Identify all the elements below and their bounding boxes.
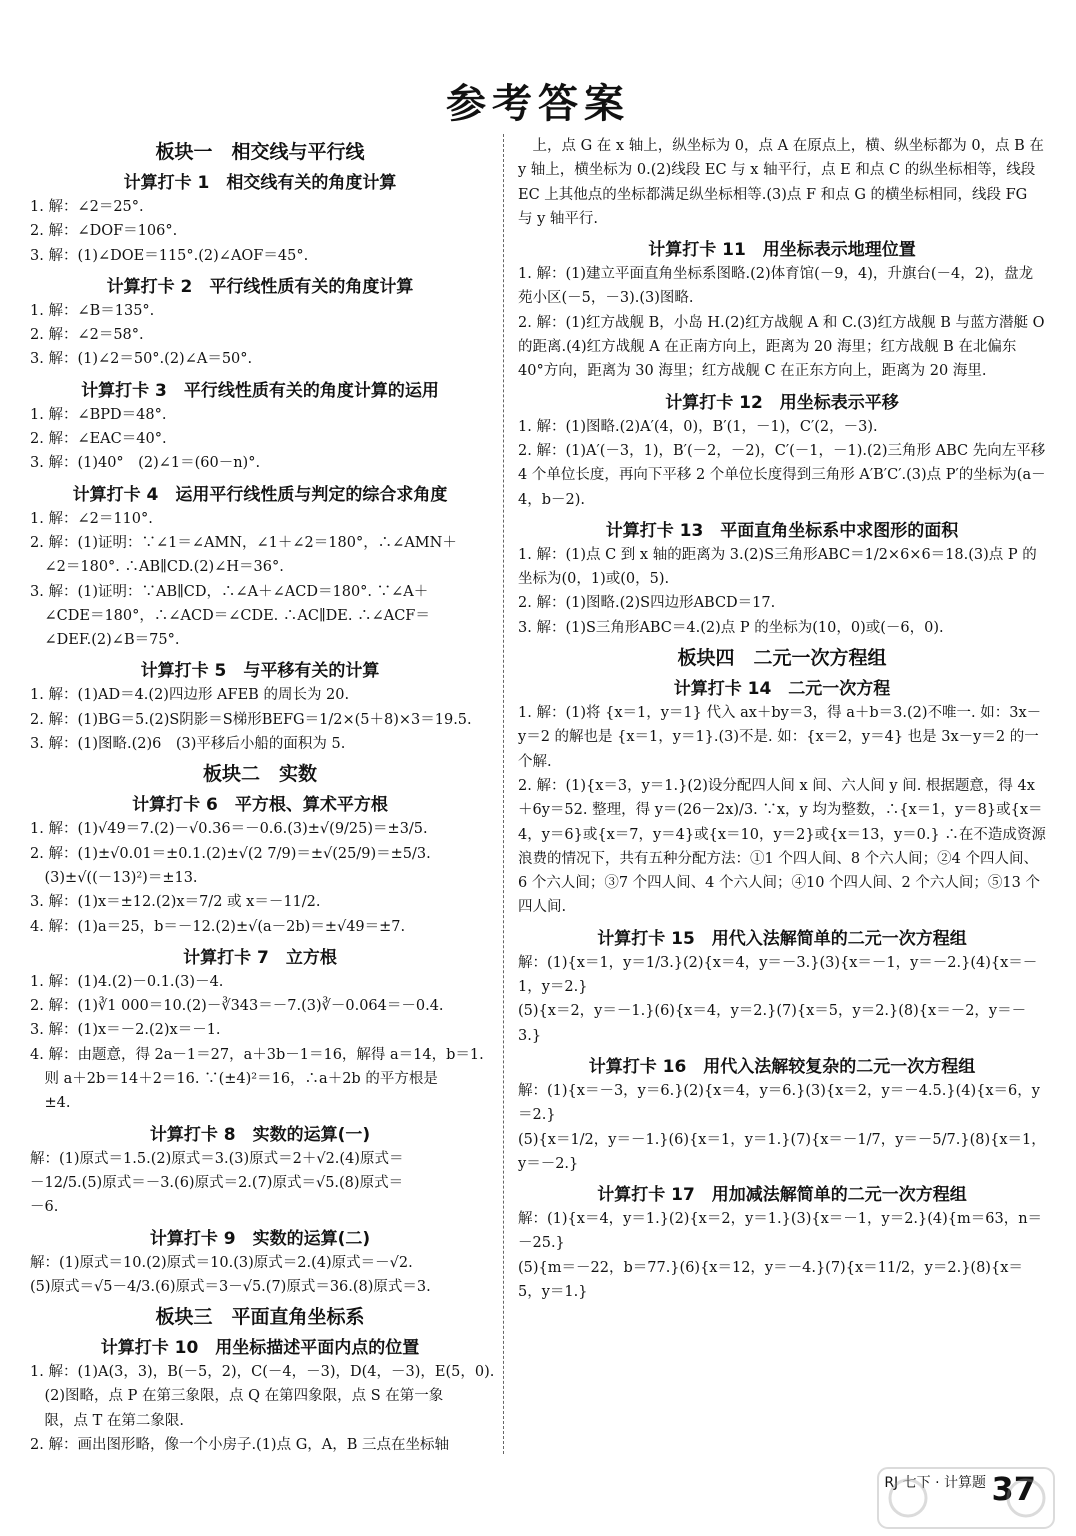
answer-line: (5)原式＝√5－4/3.(6)原式＝3－√5.(7)原式＝36.(8)原式＝3. bbox=[30, 1278, 431, 1295]
answer-line: 解：(1){x＝－3，y＝6.}(2){x＝4，y＝6.}(3){x＝2，y＝－4.5.}(4){x＝6，y＝2.} bbox=[518, 1082, 1040, 1124]
answer-line: 则 a＋2b＝14＋2＝16. ∵(±4)²＝16，∴a＋2b 的平方根是 bbox=[30, 1071, 438, 1088]
subsection-heading: 计算打卡 8 实数的运算(一) bbox=[149, 1124, 371, 1145]
answer-line: 1. 解：(1)将 {x＝1，y＝1} 代入 ax＋by＝3，得 a＋b＝3.(2)不唯一. 如：3x－y＝2 的解也是 {x＝1，y＝1}.(3)不是. 如：{x＝2，y＝4} 也是 3x－y＝2 的一个解. bbox=[518, 705, 1042, 770]
answer-line: 3. 解：(1)x＝±12.(2)x＝7/2 或 x＝－11/2. bbox=[30, 894, 321, 911]
answer-line: (5){x＝1/2，y＝－1.}(6){x＝1，y＝1.}(7){x＝－1/7，y＝－5/7.}(8){x＝1，y＝－2.} bbox=[518, 1131, 1046, 1172]
answer-line: ±4. bbox=[30, 1095, 71, 1112]
subsection-heading: 计算打卡 13 平面直角坐标系中求图形的面积 bbox=[605, 520, 959, 541]
subsection-heading: 计算打卡 7 立方根 bbox=[183, 947, 337, 968]
answer-line: 2. 解：(1)证明：∵∠1＝∠AMN，∠1＋∠2＝180°，∴∠AMN＋ bbox=[30, 534, 457, 551]
answer-line: 2. 解：∠EAC＝40°. bbox=[30, 431, 167, 448]
answer-line: 解：(1)原式＝1.5.(2)原式＝3.(3)原式＝2＋√2.(4)原式＝ bbox=[30, 1150, 404, 1167]
answer-line: 3. 解：(1)∠DOE＝115°.(2)∠AOF＝45°. bbox=[30, 247, 309, 264]
subsection-heading: 计算打卡 12 用坐标表示平移 bbox=[665, 392, 899, 413]
answer-line: 2. 解：(1)BG＝5.(2)S阴影＝S梯形BEFG＝1/2×(5＋8)×3＝19.5. bbox=[30, 711, 472, 728]
subsection-heading: 计算打卡 14 二元一次方程 bbox=[673, 679, 891, 700]
subsection-heading: 计算打卡 9 实数的运算(二) bbox=[149, 1228, 371, 1249]
answer-line: 解：(1){x＝1，y＝1/3.}(2){x＝4，y＝－3.}(3){x＝－1，y＝－2.}(4){x＝－1，y＝2.} bbox=[518, 954, 1038, 996]
answer-line: (2)图略，点 P 在第三象限，点 Q 在第四象限，点 S 在第一象 bbox=[30, 1388, 444, 1405]
subsection-heading: 计算打卡 16 用代入法解较复杂的二元一次方程组 bbox=[588, 1056, 976, 1077]
subsection-heading: 计算打卡 15 用代入法解简单的二元一次方程组 bbox=[597, 928, 967, 949]
subsection-heading: 计算打卡 2 平行线性质有关的角度计算 bbox=[106, 276, 414, 297]
subsection-heading: 计算打卡 6 平方根、算术平方根 bbox=[132, 795, 388, 816]
answer-line: 3. 解：(1)图略.(2)6 (3)平移后小船的面积为 5. bbox=[30, 736, 346, 753]
answer-line: 2. 解：(1)图略.(2)S四边形ABCD＝17. bbox=[518, 595, 776, 612]
answer-line: 1. 解：∠B＝135°. bbox=[30, 302, 155, 319]
right-column bbox=[518, 134, 1046, 1304]
subsection-heading: 计算打卡 5 与平移有关的计算 bbox=[140, 661, 380, 682]
footer-label: RJ 七下 · 计算题 bbox=[884, 1475, 986, 1491]
watermark-logo bbox=[876, 1466, 1056, 1530]
subsection-heading: 计算打卡 17 用加减法解简单的二元一次方程组 bbox=[597, 1185, 967, 1206]
subsection-heading: 计算打卡 11 用坐标表示地理位置 bbox=[648, 240, 916, 261]
answer-line: ∠2＝180°. ∴AB∥CD.(2)∠H＝36°. bbox=[30, 559, 284, 576]
answer-line: －6. bbox=[30, 1199, 59, 1216]
page-number: 37 bbox=[991, 1470, 1036, 1508]
section-heading: 板块四 二元一次方程组 bbox=[677, 647, 887, 670]
answer-line: 2. 解：∠2＝58°. bbox=[30, 327, 144, 344]
page-title: 参考答案 bbox=[446, 81, 630, 127]
left-column bbox=[30, 134, 495, 1457]
answer-line: 3. 解：(1)40° (2)∠1＝(60－n)°. bbox=[30, 455, 261, 472]
answer-line: 2. 解：(1)∛1 000＝10.(2)－∛343＝－7.(3)∛－0.064＝－0.4. bbox=[30, 998, 444, 1015]
subsection-heading: 计算打卡 1 相交线有关的角度计算 bbox=[123, 173, 397, 193]
subsection-heading: 计算打卡 3 平行线性质有关的角度计算的运用 bbox=[81, 380, 439, 401]
answer-line: －12/5.(5)原式＝－3.(6)原式＝2.(7)原式＝√5.(8)原式＝ bbox=[30, 1174, 404, 1191]
answer-line: 4. 解：(1)a＝25，b＝－12.(2)±√(a－2b)＝±√49＝±7. bbox=[30, 918, 406, 935]
answer-line: 1. 解：(1)建立平面直角坐标系图略.(2)体育馆(－9，4)，升旗台(－4，2)，盘龙苑小区(－5，－3).(3)图略. bbox=[518, 266, 1034, 307]
answer-line: 2. 解：(1)A′(－3，1)，B′(－2，－2)，C′(－1，－1).(2)三角形 ABC 先向左平移 4 个单位长度，再向下平移 2 个单位长度得到三角形 A′B′C′.(3)点 P′的坐标为(a－4，b－2). bbox=[518, 442, 1046, 508]
answer-line: 2. 解：(1){x＝3，y＝1.}(2)设分配四人间 x 间、六人间 y 间. 根据题意，得 4x＋6y＝52. 整理，得 y＝(26－2x)/3. ∵x，y 均为整数，∴{x＝1，y＝8}或{x＝4，y＝6}或{x＝7，y＝4}或{x＝10，y＝2}或{x＝13，y＝0.} ∴在不造成资源浪费的情况下，共有五种分配方法：①1 个四人间、8 个六人间；②4 个四人间、6 个六人间；③7 个四人间、4 个六人间；④10 个四人间、2 个六人间；⑤13 个四人间. bbox=[518, 777, 1046, 916]
answer-line: 3. 解：(1)S三角形ABC＝4.(2)点 P 的坐标为(10，0)或(－6，0). bbox=[518, 619, 944, 636]
answer-line: ∠DEF.(2)∠B＝75°. bbox=[30, 632, 180, 649]
section-heading: 板块二 实数 bbox=[202, 763, 317, 786]
answer-line: (5){x＝2，y＝－1.}(6){x＝4，y＝2.}(7){x＝5，y＝2.}(8){x＝－2，y＝－3.} bbox=[518, 1003, 1027, 1044]
answer-line: 2. 解：画出图形略，像一个小房子.(1)点 G，A，B 三点在坐标轴 bbox=[30, 1436, 450, 1453]
answer-line: 上，点 G 在 x 轴上，纵坐标为 0，点 A 在原点上，横、纵坐标都为 0，点 B 在 y 轴上，横坐标为 0.(2)线段 EC 与 x 轴平行，点 E 和点 C 的纵坐标相等，线段 EC 上其他点的坐标都满足纵坐标相等.(3)点 F 和点 G 的横坐标相同，线段 FG 与 y 轴平行. bbox=[518, 138, 1044, 227]
column-divider bbox=[503, 134, 504, 1454]
answer-line: 1. 解：(1)4.(2)－0.1.(3)－4. bbox=[30, 973, 224, 990]
subsection-heading: 计算打卡 4 运用平行线性质与判定的综合求角度 bbox=[72, 484, 448, 505]
answer-line: 解：(1){x＝4，y＝1.}(2){x＝2，y＝1.}(3){x＝－1，y＝2.}(4){m＝63，n＝－25.} bbox=[518, 1211, 1043, 1252]
answer-line: 3. 解：(1)x＝－2.(2)x＝－1. bbox=[30, 1022, 221, 1039]
answer-line: 1. 解：∠BPD＝48°. bbox=[30, 406, 167, 423]
answer-line: 3. 解：(1)证明：∵AB∥CD，∴∠A＋∠ACD＝180°. ∵∠A＋ bbox=[30, 583, 429, 600]
answer-line: 1. 解：∠2＝25°. bbox=[30, 199, 144, 215]
answer-line: 4. 解：由题意，得 2a－1＝27，a＋3b－1＝16，解得 a＝14，b＝1. bbox=[30, 1046, 484, 1063]
section-heading: 板块三 平面直角坐标系 bbox=[155, 1306, 365, 1329]
answer-line: 1. 解：(1)A(3，3)，B(－5，2)，C(－4，－3)，D(4，－3)，E(5，0). bbox=[30, 1364, 495, 1381]
answer-line: 1. 解：(1)AD＝4.(2)四边形 AFEB 的周长为 20. bbox=[30, 687, 350, 704]
answer-line: 1. 解：(1)点 C 到 x 轴的距离为 3.(2)S三角形ABC＝1/2×6×6＝18.(3)点 P 的坐标为(0，1)或(0，5). bbox=[518, 546, 1037, 588]
answer-line: 3. 解：(1)∠2＝50°.(2)∠A＝50°. bbox=[30, 351, 253, 368]
answer-line: (3)±√((－13)²)＝±13. bbox=[30, 869, 198, 886]
answer-line: 1. 解：(1)图略.(2)A′(4，0)，B′(1，－1)，C′(2，－3). bbox=[518, 418, 878, 435]
answer-line: 1. 解：∠2＝110°. bbox=[30, 510, 153, 527]
answer-line: 2. 解：(1)±√0.01＝±0.1.(2)±√(2 7/9)＝±√(25/9)＝±5/3. bbox=[30, 845, 431, 862]
subsection-heading: 计算打卡 10 用坐标描述平面内点的位置 bbox=[100, 1338, 420, 1359]
answer-line: ∠CDE＝180°，∴∠ACD＝∠CDE. ∴AC∥DE. ∴∠ACF＝ bbox=[30, 607, 430, 624]
answer-line: (5){m＝－22，b＝77.}(6){x＝12，y＝－4.}(7){x＝11/2，y＝2.}(8){x＝5，y＝1.} bbox=[518, 1259, 1023, 1300]
answer-line: 1. 解：(1)√49＝7.(2)－√0.36＝－0.6.(3)±√(9/25)＝±3/5. bbox=[30, 821, 428, 838]
answer-line: 限，点 T 在第二象限. bbox=[30, 1412, 184, 1429]
answer-line: 2. 解：∠DOF＝106°. bbox=[30, 223, 178, 240]
answer-line: 2. 解：(1)红方战舰 B，小岛 H.(2)红方战舰 A 和 C.(3)红方战舰 B 与蓝方潜艇 O 的距离.(4)红方战舰 A 在正南方向上，距离为 20 海里；红方战舰 B 在北偏东 40°方向，距离为 30 海里；红方战舰 C 在正东方向上，距离为 20 海里. bbox=[518, 314, 1045, 380]
section-heading: 板块一 相交线与平行线 bbox=[155, 141, 365, 163]
answer-line: 解：(1)原式＝10.(2)原式＝10.(3)原式＝2.(4)原式＝－√2. bbox=[30, 1254, 413, 1271]
